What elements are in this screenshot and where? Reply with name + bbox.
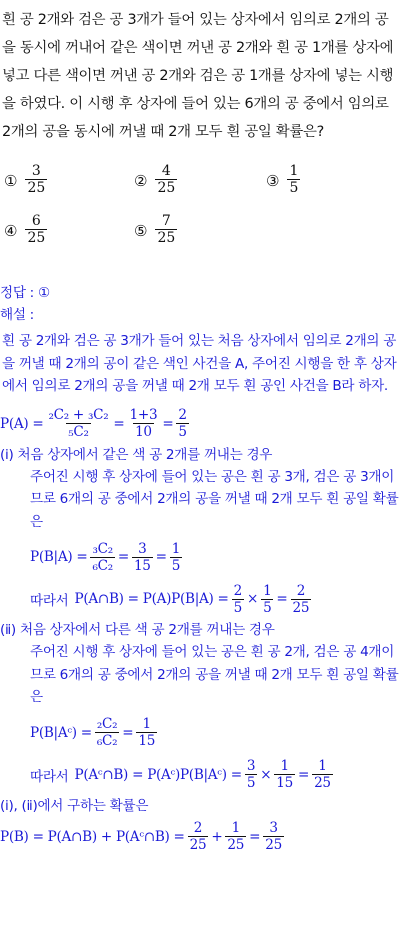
choice-fraction	[155, 164, 177, 197]
numerator: 1	[318, 758, 327, 774]
eq-lhs: P(B|A) =	[30, 549, 88, 565]
denominator: 25	[227, 837, 245, 853]
denominator: 5	[171, 557, 181, 574]
numerator: 2	[178, 407, 187, 423]
solution-heading: 해설 :	[0, 307, 34, 323]
equation-p-a	[0, 404, 400, 444]
choice-fraction	[155, 214, 177, 247]
eq-lhs: P(B) = P(A∩B) + P(Aᶜ∩B) =	[0, 828, 185, 845]
numerator: 4	[161, 163, 171, 179]
eq-fraction	[245, 758, 257, 791]
numerator: 1	[171, 540, 181, 557]
equation-p-not-a-and-b	[0, 755, 400, 795]
case-1-title: (ⅰ) 처음 상자에서 같은 색 공 2개를 꺼내는 경우	[0, 446, 273, 463]
equals-sign: =	[162, 415, 174, 432]
denominator: 10	[135, 424, 152, 440]
eq-fraction	[312, 758, 333, 791]
numerator: 3	[269, 820, 278, 836]
choice-label: ③	[266, 171, 280, 190]
denominator: 25	[292, 599, 310, 616]
denominator: 5	[289, 180, 299, 196]
choice-label: ④	[4, 221, 18, 240]
numerator: 2	[233, 582, 242, 599]
times-sign: ×	[260, 766, 272, 783]
equals-sign: =	[122, 724, 134, 741]
eq-fraction	[225, 820, 246, 853]
numerator: 1	[289, 163, 299, 179]
equation-p-a-and-b	[0, 579, 400, 619]
denominator: 5	[233, 599, 242, 616]
solution-intro: 흰 공 2개와 검은 공 3개가 들어 있는 처음 상자에서 임의로 2개의 공을 꺼낼 때 2개의 공이 같은 색인 사건을 A, 주어진 시행을 한 후 상자에서 임의로 2개의 공을 꺼낼 때 2개 모두 흰 공인 사건을 B라 하자.	[2, 333, 397, 394]
numerator: ₃C₂	[92, 540, 113, 557]
numerator: ₂C₂	[96, 716, 118, 732]
case-1-text: 주어진 시행 후 상자에 들어 있는 공은 흰 공 3개, 검은 공 3개이므로 6개의 공 중에서 2개의 공을 꺼낼 때 2개 모두 흰 공일 확률은	[30, 468, 399, 530]
numerator: 1	[142, 716, 151, 732]
eq-fraction	[136, 716, 157, 749]
numerator: 3	[138, 540, 147, 557]
equals-sign: =	[297, 766, 310, 783]
denominator: 15	[276, 775, 293, 791]
eq-fraction	[232, 583, 244, 616]
eq-lhs: P(B|Aᶜ) =	[30, 724, 92, 741]
denominator: 15	[133, 557, 151, 574]
plus-sign: +	[211, 828, 223, 845]
eq-lhs: P(Aᶜ∩B) = P(Aᶜ)P(B|Aᶜ) =	[74, 766, 242, 783]
choice-label: ②	[134, 171, 148, 190]
denominator: 25	[27, 230, 46, 246]
numerator: ₂C₂ + ₃C₂	[48, 407, 109, 423]
case-2-title: (ⅱ) 처음 상자에서 다른 색 공 2개를 꺼내는 경우	[0, 622, 275, 638]
eq-fraction	[176, 407, 188, 440]
eq-fraction	[128, 407, 160, 440]
equation-p-b-given-a	[0, 535, 400, 579]
choice-label: ⑤	[134, 221, 148, 240]
numerator: 1	[280, 758, 289, 774]
numerator: 2	[193, 820, 203, 836]
equals-sign: =	[117, 549, 129, 565]
eq-fraction	[170, 541, 182, 574]
eq-fraction	[291, 583, 312, 616]
denominator: 5	[178, 424, 187, 440]
denominator: 25	[189, 837, 207, 853]
choice-fraction	[25, 164, 47, 197]
final-title: (ⅰ), (ⅱ)에서 구하는 확률은	[0, 797, 149, 814]
denominator: ₆C₂	[92, 557, 113, 574]
denominator: 25	[27, 180, 46, 196]
denominator: 25	[265, 837, 282, 853]
equals-sign: =	[113, 415, 125, 432]
numerator: 1	[263, 582, 272, 599]
choice-4[interactable]	[4, 214, 47, 247]
denominator: 15	[138, 733, 156, 749]
choice-1[interactable]	[4, 164, 47, 197]
eq-prefix: 따라서	[30, 768, 69, 785]
denominator: 5	[246, 775, 256, 791]
equals-sign: =	[249, 828, 261, 845]
eq-fraction	[263, 820, 284, 853]
denominator: 25	[157, 230, 176, 246]
numerator: 1+3	[129, 407, 158, 423]
answer-choices	[0, 158, 400, 258]
equals-sign: =	[276, 591, 288, 607]
numerator: 1	[231, 820, 240, 836]
choice-2[interactable]	[134, 164, 177, 197]
eq-fraction	[274, 758, 295, 791]
choice-3[interactable]	[266, 164, 300, 197]
equation-p-b	[0, 817, 400, 857]
eq-lhs: P(A∩B) = P(A)P(B|A) =	[74, 591, 229, 607]
eq-fraction	[261, 583, 273, 616]
choice-label: ①	[4, 171, 18, 190]
numerator: 2	[296, 582, 306, 599]
eq-fraction	[95, 716, 119, 749]
choice-5[interactable]	[134, 214, 177, 247]
eq-prefix: 따라서	[30, 593, 69, 609]
equation-p-b-given-not-a	[0, 711, 400, 755]
eq-fraction	[90, 541, 114, 574]
choice-fraction	[287, 164, 300, 197]
equals-sign: =	[155, 549, 167, 565]
answer-line: 정답 : ①	[0, 285, 50, 301]
numerator: 3	[246, 758, 256, 774]
case-2-text: 주어진 시행 후 상자에 들어 있는 공은 흰 공 2개, 검은 공 4개이므로 6개의 공 중에서 2개의 공을 꺼낼 때 2개 모두 흰 공일 확률은	[30, 644, 399, 705]
eq-fraction	[46, 407, 110, 440]
denominator: ₆C₂	[96, 733, 118, 749]
denominator: 25	[314, 775, 331, 791]
denominator: 25	[157, 180, 176, 196]
choice-fraction	[25, 214, 47, 247]
solution	[0, 282, 400, 857]
numerator: 6	[31, 213, 41, 229]
problem-statement: 흰 공 2개와 검은 공 3개가 들어 있는 상자에서 임의로 2개의 공을 동시에 꺼내어 같은 색이면 꺼낸 공 2개와 흰 공 1개를 상자에 넣고 다른 색이면 꺼낸 공 2개와 검은 공 1개를 상자에 넣는 시행을 하였다. 이 시행 후 상자에 들어 있는 6개의 공 중에서 임의로 2개의 공을 동시에 꺼낼 때 2개 모두 흰 공일 확률은?	[2, 12, 394, 140]
eq-lhs: P(A) =	[0, 415, 44, 432]
eq-fraction	[132, 541, 153, 574]
times-sign: ×	[246, 591, 259, 607]
denominator: 5	[263, 599, 272, 616]
numerator: 3	[31, 163, 41, 179]
denominator: ₅C₂	[68, 424, 89, 440]
numerator: 7	[161, 213, 171, 229]
eq-fraction	[188, 820, 209, 853]
